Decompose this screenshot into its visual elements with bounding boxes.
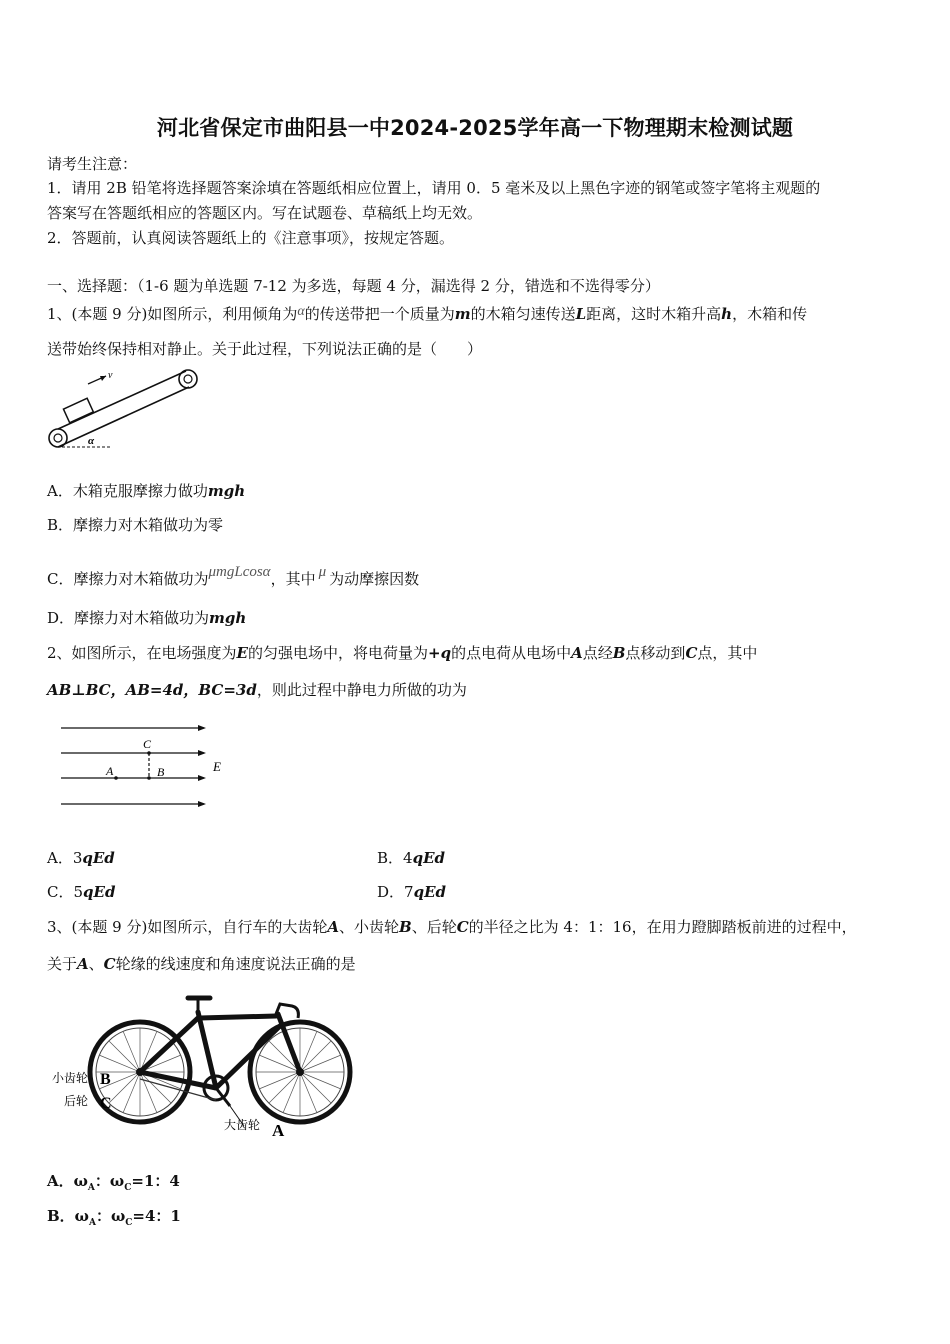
q3-l2-A: A	[77, 955, 89, 973]
q3-stem-line2	[47, 954, 356, 974]
lower-pulley-hub	[54, 434, 62, 442]
q3-l2-mid: 、	[88, 955, 104, 973]
q1-option-d	[47, 608, 246, 628]
notice-line2: 2．答题前，认真阅读答题纸上的《注意事项》，按规定答题。	[47, 229, 455, 247]
q3-optB-sub2: C	[125, 1218, 133, 1228]
section-heading: 一、选择题：（1-6 题为单选题 7-12 为多选，每题 4 分，漏选得 2 分，错选和不选得零分）	[47, 277, 660, 295]
q3-option-a	[47, 1171, 180, 1198]
q3-l1-mid2: 、后轮	[411, 918, 457, 936]
upper-pulley-hub	[184, 375, 192, 383]
q2-stem-line2	[47, 680, 467, 700]
q3-optB-end: =4：1	[132, 1207, 181, 1225]
q2-l2-math: AB⊥BC，AB=4d，BC=3d	[47, 681, 257, 699]
wooden-box	[63, 398, 93, 422]
q3-A: A	[327, 918, 339, 936]
q3-optA-sub2: C	[124, 1183, 132, 1193]
q3-option-b	[47, 1206, 181, 1233]
notice-line1a: 1．请用 2B 铅笔将选择题答案涂填在答题纸相应位置上，请用 0．5 毫米及以上黑色字迹的钢笔或签字笔将主观题的	[47, 179, 821, 197]
conveyor-figure	[44, 362, 204, 452]
upper-pulley	[179, 370, 197, 388]
q2-optD-text: D．7	[377, 883, 414, 901]
q1-optC-text: C．摩擦力对木箱做功为	[47, 570, 209, 588]
q1-alpha: α	[297, 304, 305, 319]
q3-l1-pre: 3、(本题 9 分)如图所示，自行车的大齿轮	[47, 918, 328, 936]
q1-optA-val: mgh	[207, 482, 246, 500]
q3-optB-sub1: A	[88, 1218, 96, 1228]
q1-stem-line2: 送带始终保持相对静止。关于此过程，下列说法正确的是（ ）	[47, 340, 483, 358]
q1-l1-pre: 1、(本题 9 分)如图所示，利用倾角为	[47, 305, 298, 323]
q2-optB-text: B．4	[377, 849, 413, 867]
q3-l1-mid1: 、小齿轮	[338, 918, 399, 936]
label-b: B	[157, 765, 165, 779]
q2-optB-val: qEd	[412, 849, 445, 867]
point-a	[114, 776, 118, 780]
label-e: E	[213, 759, 221, 774]
q3-l2-C: C	[103, 955, 116, 973]
point-c	[147, 751, 151, 755]
label-small-gear: 小齿轮	[52, 1071, 89, 1085]
q1-l1-mid1: 的传送带把一个质量为	[304, 305, 455, 323]
q2-optA-val: qEd	[82, 849, 115, 867]
q3-l2-pre: 关于	[47, 955, 78, 973]
q1-L: L	[575, 305, 587, 323]
q3-C: C	[456, 918, 469, 936]
q2-C: C	[685, 644, 698, 662]
q1-h: h	[721, 305, 733, 323]
bicycle-figure	[48, 988, 358, 1140]
q2-A: A	[571, 644, 583, 662]
q2-l1-end: 点，其中	[697, 644, 758, 662]
belt-top	[58, 371, 186, 429]
q1-l1-mid3: 距离，这时木箱升高	[586, 305, 722, 323]
q2-optC-val: qEd	[83, 883, 116, 901]
q1-optC-end: 为动摩擦因数	[329, 570, 420, 588]
q3-optA-end: =1：4	[131, 1172, 180, 1190]
q2-stem-line1	[47, 643, 757, 663]
notice-line1b: 答案写在答题纸相应的答题区内。写在试题卷、草稿纸上均无效。	[47, 204, 483, 222]
q2-option-a	[47, 848, 115, 868]
q2-E: E	[236, 644, 248, 662]
field-lines	[61, 728, 204, 804]
label-c: C	[143, 737, 152, 751]
q1-optC-mu: μ	[318, 564, 327, 580]
q2-optA-text: A．3	[47, 849, 83, 867]
label-rear-wheel: 后轮	[64, 1094, 89, 1108]
q3-l1-end: 的半径之比为 4：1：16，在用力蹬脚踏板前进的过程中，	[468, 918, 857, 936]
q2-l1-mid4: 点移动到	[625, 644, 686, 662]
q2-option-d	[377, 882, 446, 902]
label-rear-wheel-c: C	[100, 1095, 112, 1112]
q2-l1-mid3: 点经	[582, 644, 613, 662]
q1-optC-mid: ，其中	[270, 570, 316, 588]
q2-l1-mid2: 的点电荷从电场中	[451, 644, 572, 662]
q1-optC-formula: μmgLcosα	[208, 564, 271, 580]
q3-optB-text: B．ω	[47, 1207, 89, 1225]
q3-optB-mid: ：ω	[95, 1207, 126, 1225]
point-b	[147, 776, 151, 780]
q2-option-b	[377, 848, 445, 868]
angle-label: α	[88, 435, 95, 447]
q3-stem-line1	[47, 917, 857, 937]
velocity-label: v	[108, 370, 113, 381]
q2-l1-mid1: 的匀强电场中，将电荷量为	[247, 644, 428, 662]
q2-q: +q	[428, 644, 452, 662]
field-arrowheads	[198, 725, 206, 807]
q1-optD-text: D．摩擦力对木箱做功为	[47, 609, 210, 627]
label-a: A	[106, 764, 114, 778]
q3-optA-text: A．ω	[47, 1172, 88, 1190]
q1-optA-text: A．木箱克服摩擦力做功	[47, 482, 208, 500]
label-small-gear-b: B	[100, 1071, 111, 1088]
page-title: 河北省保定市曲阳县一中2024-2025学年高一下物理期末检测试题	[156, 116, 794, 140]
notice-heading: 请考生注意：	[47, 155, 138, 173]
q3-B: B	[399, 918, 412, 936]
q1-stem-line1	[47, 302, 807, 324]
q3-optA-mid: ：ω	[94, 1172, 125, 1190]
q1-optD-val: mgh	[209, 609, 247, 627]
q1-option-c	[47, 562, 419, 589]
label-big-gear: 大齿轮	[224, 1118, 261, 1132]
q1-option-a	[47, 481, 245, 501]
label-big-gear-a: A	[272, 1121, 285, 1140]
q2-optD-val: qEd	[413, 883, 446, 901]
q3-optA-sub1: A	[87, 1183, 95, 1193]
q2-B: B	[612, 644, 626, 662]
q2-optC-text: C．5	[47, 883, 84, 901]
q1-option-b: B．摩擦力对木箱做功为零	[47, 516, 224, 534]
q1-l1-end: ，木箱和传	[732, 305, 808, 323]
q2-option-c	[47, 882, 115, 902]
q1-l1-mid2: 的木箱匀速传送	[470, 305, 576, 323]
q3-l2-end: 轮缘的线速度和角速度说法正确的是	[115, 955, 356, 973]
q2-l1-pre: 2、如图所示，在电场强度为	[47, 644, 237, 662]
q1-m: m	[454, 305, 471, 323]
electric-field-figure	[56, 716, 236, 816]
q2-l2-end: ，则此过程中静电力所做的功为	[256, 681, 467, 699]
lower-pulley	[49, 429, 67, 447]
